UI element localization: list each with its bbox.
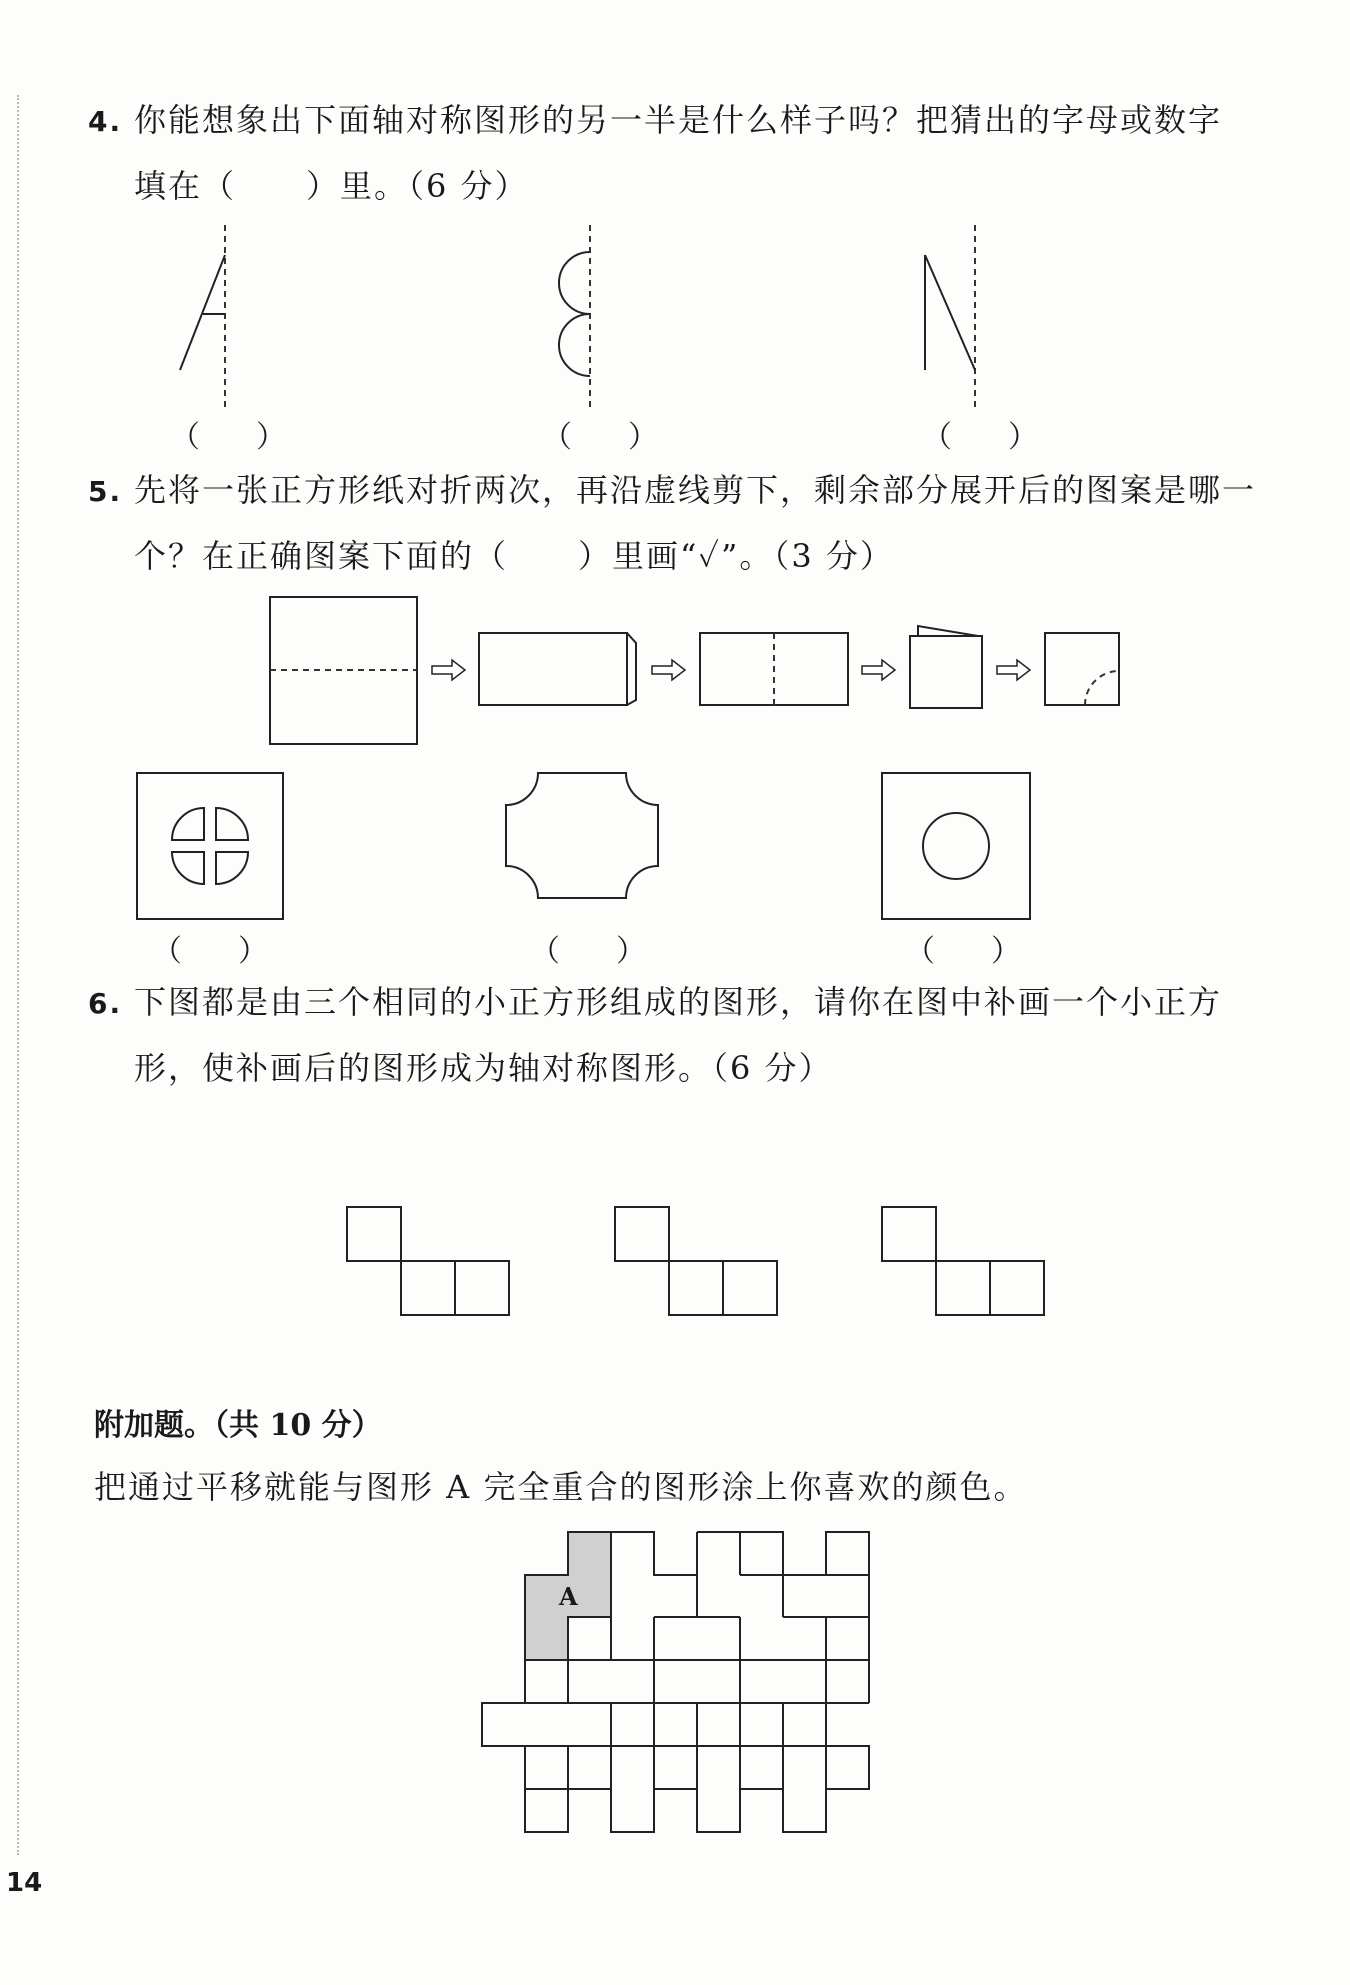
page-number: 14 bbox=[6, 1868, 43, 1898]
answer-parentheses[interactable]: （ ） bbox=[530, 934, 646, 969]
shape-a-label: A bbox=[559, 1582, 578, 1611]
question-text: 个？在正确图案下面的（ bbox=[134, 537, 509, 575]
answer-parentheses[interactable]: （ ） bbox=[542, 420, 658, 455]
question-text: 填在（ bbox=[134, 167, 237, 205]
question-number: 4. bbox=[88, 105, 123, 138]
answer-parentheses[interactable]: （ ） bbox=[152, 934, 268, 969]
bonus-text: 把通过平移就能与图形 A 完全重合的图形涂上你喜欢的颜色。 bbox=[94, 1468, 1028, 1506]
answer-parentheses[interactable]: （ ） bbox=[905, 934, 1021, 969]
question-text: 你能想象出下面轴对称图形的另一半是什么样子吗？把猜出的字母或数字 bbox=[134, 101, 1223, 139]
answer-parentheses[interactable]: （ ） bbox=[922, 420, 1038, 455]
question-text: ）里画“✓”。（3 分） bbox=[578, 537, 894, 575]
question-text: 下图都是由三个相同的小正方形组成的图形，请你在图中补画一个小正方 bbox=[134, 983, 1223, 1021]
question-number: 5. bbox=[88, 475, 123, 508]
bonus-title: 附加题。（共 10 分） bbox=[94, 1408, 382, 1443]
question-text: ）里。（6 分） bbox=[306, 167, 529, 205]
question-number: 6. bbox=[88, 987, 123, 1020]
answer-parentheses[interactable]: （ ） bbox=[170, 420, 286, 455]
question-text: 先将一张正方形纸对折两次，再沿虚线剪下，剩余部分展开后的图案是哪一 bbox=[134, 471, 1257, 509]
question-text: 形，使补画后的图形成为轴对称图形。（6 分） bbox=[134, 1049, 833, 1087]
